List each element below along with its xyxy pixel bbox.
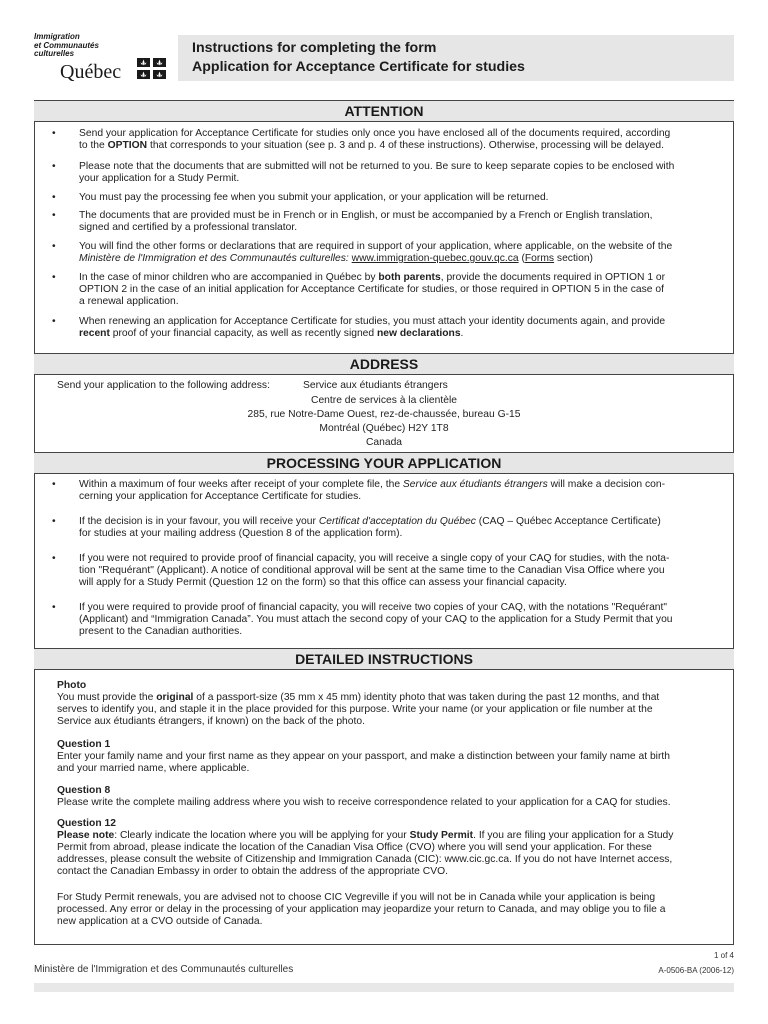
attention-item-4-line-2: signed and certified by a professional translator. — [79, 221, 298, 233]
processing-item-4-line-2: (Applicant) and “Immigration Canada”. You must attach the second copy of your CAQ to the application for a Study Permit that you — [79, 613, 673, 625]
logo-line-1: Immigration — [34, 32, 80, 41]
detailed-heading: DETAILED INSTRUCTIONS — [34, 648, 734, 670]
website-link[interactable]: www.immigration-quebec.gouv.qc.ca — [351, 252, 519, 264]
photo-line-3: Service aux étudiants étrangers, if known) on the back of the photo. — [57, 715, 365, 727]
question-8-section — [57, 785, 717, 809]
question-8-line-1: Please write the complete mailing address where you wish to receive correspondence related to your application for a CAQ for studies. — [57, 796, 671, 808]
bullet-icon: • — [52, 161, 56, 172]
address-heading: ADDRESS — [34, 353, 734, 375]
bullet-icon: • — [52, 316, 56, 327]
forms-link[interactable]: Forms — [524, 252, 555, 264]
bullet-icon: • — [52, 241, 56, 252]
attention-item-3-line-1: You must pay the processing fee when you submit your application, or your application will be returned. — [79, 192, 549, 203]
question-12-line-4: contact the Canadian Embassy in order to obtain the address of the appropriate CVO. — [57, 865, 448, 877]
question-12-line-1: Please note: Clearly indicate the location where you will be applying for your Study Permit. If you are filing your application for a Study — [57, 829, 674, 841]
header-title-2: Application for Acceptance Certificate for studies — [192, 59, 525, 75]
logo-line-3: culturelles — [34, 49, 75, 58]
question-12-line-2: Permit from abroad, please indicate the location of the Canadian Visa Office (CVO) where you will send your application. For these — [57, 841, 652, 853]
photo-title: Photo — [57, 680, 87, 691]
page-number: 1 of 4 — [713, 951, 734, 960]
address-intro: Send your application to the following address: — [57, 380, 270, 391]
attention-item-6-line-3: a renewal application. — [79, 295, 179, 307]
processing-item-3-line-2: tion "Requérant" (Applicant). A notice of conditional approval will be sent at the same time to the Canadian Visa Office where you — [79, 564, 665, 576]
logo-line-2: et Communautés — [34, 40, 99, 50]
bullet-icon: • — [52, 553, 56, 564]
processing-item-2-line-1: If the decision is in your favour, you will receive your Certificat d'acceptation du Québec (CAQ – Québec Acceptance Certificate) — [79, 516, 661, 527]
question-1-title: Question 1 — [57, 739, 111, 750]
question-12-line-3: addresses, please consult the website of Citizenship and Immigration Canada (CIC): www.cic.gc.ca. If you do not have Internet access, — [57, 853, 673, 865]
processing-item-1-line-1: Within a maximum of four weeks after receipt of your complete file, the Service aux étudiants étrangers will make a decision con- — [79, 479, 666, 490]
renewal-line-2: processed. Any error or delay in the processing of your application may jeopardize your return to Canada, and may oblige you to file a — [57, 903, 666, 915]
address-line-5: Canada — [365, 437, 403, 448]
attention-item-2-line-2: your application for a Study Permit. — [79, 172, 240, 184]
question-1-line-2: and your married name, where applicable. — [57, 762, 250, 774]
question-8-title: Question 8 — [57, 785, 111, 796]
question-1-section — [57, 739, 717, 775]
attention-item-1-line-1: Send your application for Acceptance Certificate for studies only once you have enclosed all of the documents required, according — [79, 128, 671, 139]
renewal-line-3: new application at a CVO outside of Canada. — [57, 915, 263, 927]
bullet-icon: • — [52, 516, 56, 527]
processing-heading: PROCESSING YOUR APPLICATION — [34, 452, 734, 474]
question-12-section — [57, 818, 717, 878]
attention-item-6-line-1: In the case of minor children who are accompanied in Québec by both parents, provide the documents required in OPTION 1 or — [79, 272, 666, 283]
logo-wordmark: Québec — [60, 61, 122, 83]
footer-bar — [34, 983, 734, 992]
address-line-2: Centre de services à la clientèle — [311, 395, 457, 406]
photo-line-1: You must provide the original of a passport-size (35 mm x 45 mm) identity photo that was taken during the past 12 months, and that — [57, 691, 660, 703]
processing-item-4-line-1: If you were required to provide proof of financial capacity, you will receive two copies of your CAQ, with the notations "Requérant" — [79, 602, 668, 613]
header-title-1: Instructions for completing the form — [192, 40, 437, 56]
address-line-1: Service aux étudiants étrangers — [303, 380, 448, 391]
bullet-icon: • — [52, 479, 56, 490]
bullet-icon: • — [52, 192, 56, 203]
attention-item-2-line-1: Please note that the documents that are submitted will not be returned to you. Be sure to keep separate copies to be enclosed with — [79, 161, 675, 172]
renewal-line-1: For Study Permit renewals, you are advised not to choose CIC Vegreville if you will not be in Canada while your application is being — [57, 892, 656, 903]
fleur-de-lis-flag-icon — [137, 58, 166, 79]
processing-item-4-line-3: present to the Canadian authorities. — [79, 625, 243, 637]
address-line-4: Montréal (Québec) H2Y 1T8 — [319, 423, 449, 434]
bullet-icon: • — [52, 602, 56, 613]
bullet-icon: • — [52, 272, 56, 283]
attention-item-7-line-2: recent proof of your financial capacity, as well as recently signed new declarations. — [79, 327, 464, 339]
attention-item-7-line-1: When renewing an application for Acceptance Certificate for studies, you must attach your identity documents again, and provide — [79, 316, 666, 327]
form-code: A-0506-BA (2006-12) — [658, 966, 734, 975]
bullet-icon: • — [52, 128, 56, 139]
processing-item-1-line-2: cerning your application for Acceptance Certificate for studies. — [79, 490, 362, 502]
photo-line-2: serves to identify you, and staple it in the place provided for this purpose. Write your name (or your application or file number at the — [57, 703, 653, 715]
renewal-section — [57, 892, 717, 928]
attention-item-1-line-2: to the OPTION that corresponds to your situation (see p. 3 and p. 4 of these instructions). Otherwise, processing will be delayed. — [79, 139, 664, 151]
processing-item-3-line-1: If you were not required to provide proof of financial capacity, you will receive a single copy of your CAQ for studies, with the nota- — [79, 553, 670, 564]
bullet-icon: • — [52, 210, 56, 221]
attention-item-5-line-2: Ministère de l'Immigration et des Communautés culturelles: www.immigration-quebec.gouv.qc.ca (Forms section) — [79, 252, 593, 264]
document-header — [178, 35, 734, 81]
question-12-title: Question 12 — [57, 818, 116, 829]
attention-item-4-line-1: The documents that are provided must be in French or in English, or must be accompanied by a French or English translation, — [79, 210, 653, 221]
attention-heading: ATTENTION — [34, 100, 734, 122]
address-line-3: 285, rue Notre-Dame Ouest, rez-de-chaussée, bureau G-15 — [247, 409, 521, 420]
processing-item-2-line-2: for studies at your mailing address (Question 8 of the application form). — [79, 527, 403, 539]
processing-item-3-line-3: will apply for a Study Permit (Question 12 on the form) so that this office can assess your financial capacity. — [79, 576, 567, 588]
attention-item-6-line-2: OPTION 2 in the case of an initial application for Acceptance Certificate for studies, or those required in OPTION 5 in the case of — [79, 283, 664, 295]
question-1-line-1: Enter your family name and your first name as they appear on your passport, and make a distinction between your family name at birth — [57, 750, 670, 762]
quebec-logo — [34, 33, 174, 81]
attention-item-5-line-1: You will find the other forms or declarations that are required in support of your application, where applicable, on the website of the — [79, 241, 673, 252]
footer-ministry: Ministère de l'Immigration et des Communautés culturelles — [34, 964, 294, 975]
photo-section — [57, 680, 717, 728]
